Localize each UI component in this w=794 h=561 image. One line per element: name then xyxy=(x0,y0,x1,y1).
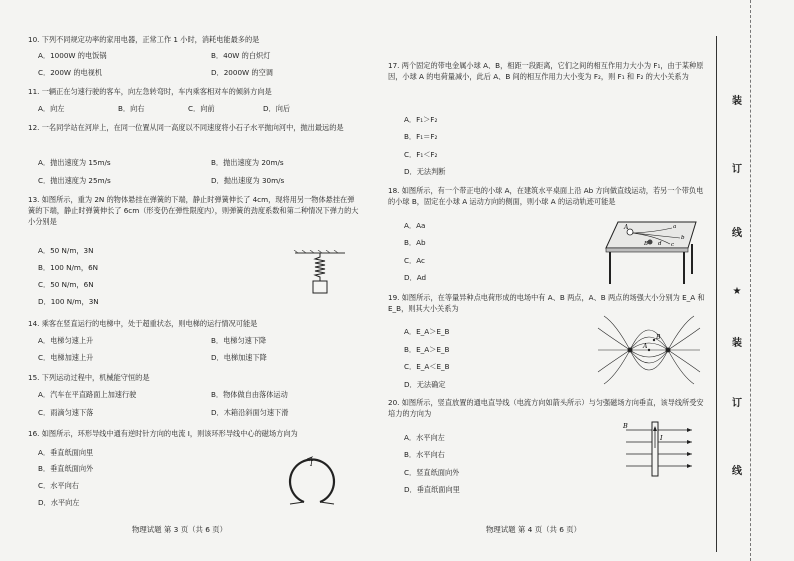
question-12 xyxy=(28,122,348,133)
option-c[interactable]: C．竖直纸面向外 xyxy=(404,468,460,477)
question-stem: 下列运动过程中，机械能守恒的是 xyxy=(41,373,150,382)
option-b[interactable]: B．F₁＝F₂ xyxy=(404,132,438,141)
option-c[interactable]: C．Ac xyxy=(404,256,425,265)
option-d[interactable]: D．100 N/m，3N xyxy=(38,297,99,306)
question-number: 19. xyxy=(388,293,400,302)
option-b[interactable]: B．电梯匀速下降 xyxy=(211,336,267,345)
option-b[interactable]: B．垂直纸面向外 xyxy=(38,464,94,473)
point-b-label: B xyxy=(644,241,649,247)
question-number: 18. xyxy=(388,186,400,195)
question-number: 12. xyxy=(28,123,40,132)
option-d[interactable]: D．向后 xyxy=(263,104,291,113)
question-stem: 如图所示，环形导线中通有逆时针方向的电流 I，则该环形导线中心的磁场方向为 xyxy=(41,429,298,438)
question-number: 20. xyxy=(388,398,400,407)
option-b[interactable]: B．物体做自由落体运动 xyxy=(211,390,288,399)
option-c[interactable]: C．50 N/m，6N xyxy=(38,280,94,289)
question-stem: 如图所示，竖直放置的通电直导线（电流方向如箭头所示）与匀强磁场方向垂直，该导线所受安培力的方向为 xyxy=(388,398,704,418)
option-c[interactable]: C．F₁＜F₂ xyxy=(404,150,438,159)
question-number: 15. xyxy=(28,373,40,382)
option-d[interactable]: D．木箱沿斜面匀速下滑 xyxy=(211,408,289,417)
question-11 xyxy=(28,86,368,97)
question-stem: 乘客在竖直运行的电梯中，处于超重状态，则电梯的运行情况可能是 xyxy=(41,319,258,328)
option-c[interactable]: C．200W 的电视机 xyxy=(38,68,103,77)
cut-line xyxy=(750,0,751,561)
option-b[interactable]: B．水平向右 xyxy=(404,450,445,459)
option-a[interactable]: A．E_A＞E_B xyxy=(404,327,450,336)
option-c[interactable]: C．水平向右 xyxy=(38,481,79,490)
page-footer-3: 物理试题 第 3 页（共 6 页） xyxy=(132,525,228,534)
question-number: 17. xyxy=(388,61,400,70)
question-stem: 如图所示，有一个带正电的小球 A，在建筑水平桌面上沿 Ab 方向做直线运动，若另一个带负电的小球 B，固定在小球 A 运动方向的侧面，则小球 A 的运动轨迹可能是 xyxy=(388,186,704,206)
option-a[interactable]: A．垂直纸面向里 xyxy=(38,448,94,457)
field-b-label: B xyxy=(623,422,628,430)
question-16 xyxy=(28,428,368,439)
option-c[interactable]: C．雨滴匀速下落 xyxy=(38,408,94,417)
spring-figure xyxy=(290,250,350,300)
option-d[interactable]: D．垂直纸面向里 xyxy=(404,485,460,494)
option-b[interactable]: B．抛出速度为 20m/s xyxy=(211,158,284,167)
option-c[interactable]: C．抛出速度为 25m/s xyxy=(38,176,111,185)
wire-field-figure xyxy=(620,418,696,480)
option-d[interactable]: D．水平向左 xyxy=(38,498,80,507)
question-13 xyxy=(28,194,360,227)
question-number: 16. xyxy=(28,429,40,438)
option-b[interactable]: B．向右 xyxy=(118,104,145,113)
option-b[interactable]: B．100 N/m，6N xyxy=(38,263,99,272)
option-d[interactable]: D．抛出速度为 30m/s xyxy=(211,176,285,185)
question-number: 11. xyxy=(28,87,40,96)
option-d[interactable]: D．无法判断 xyxy=(404,167,446,176)
option-d[interactable]: D．电梯加速下降 xyxy=(211,353,267,362)
question-stem: 如图所示，在等量异种点电荷形成的电场中有 A、B 两点，A、B 两点的场强大小分别为 E_A 和 E_B，则其大小关系为 xyxy=(388,293,705,313)
option-a[interactable]: A．电梯匀速上升 xyxy=(38,336,94,345)
current-loop-figure xyxy=(274,452,354,512)
binding-char: 装 xyxy=(732,338,742,349)
option-a[interactable]: A．F₁＞F₂ xyxy=(404,115,438,124)
binding-char: 装 xyxy=(732,96,742,107)
binding-char: 线 xyxy=(732,466,742,477)
option-b[interactable]: B．40W 的白炽灯 xyxy=(211,51,271,60)
table-figure xyxy=(600,214,700,286)
option-a[interactable]: A．1000W 的电饭锅 xyxy=(38,51,107,60)
star-icon: ★ xyxy=(732,286,742,297)
question-stem: 一名同学站在河岸上，在同一位置从同一高度以不同速度将小石子水平抛向河中，抛出最远的是 xyxy=(41,123,344,132)
option-d[interactable]: D．2000W 的空调 xyxy=(211,68,273,77)
option-b[interactable]: B．Ab xyxy=(404,238,426,247)
question-14 xyxy=(28,318,368,329)
current-label: I xyxy=(310,460,313,468)
question-stem: 两个固定的带电金属小球 A、B，相距一段距离，它们之间的相互作用力大小为 F₁，由于某种原因，小球 A 的电荷量减小，此后 A、B 间的相互作用力大小变为 F₂，则 F₁ 和 F₂ 的大小关系为 xyxy=(388,61,704,81)
dipole-field-figure xyxy=(596,314,702,386)
path-d-label: d xyxy=(658,241,662,247)
page-footer-4: 物理试题 第 4 页（共 6 页） xyxy=(486,525,582,534)
current-label: I xyxy=(660,434,663,442)
option-c[interactable]: C．向前 xyxy=(188,104,215,113)
binding-char: 订 xyxy=(732,164,742,175)
question-number: 10. xyxy=(28,35,40,44)
option-c[interactable]: C．电梯加速上升 xyxy=(38,353,94,362)
binding-char: 线 xyxy=(732,228,742,239)
option-d[interactable]: D．Ad xyxy=(404,273,427,282)
option-a[interactable]: A．汽车在平直路面上加速行驶 xyxy=(38,390,137,399)
option-b[interactable]: B．E_A＞E_B xyxy=(404,345,450,354)
question-19 xyxy=(388,292,706,314)
question-stem: 下列不同规定功率的家用电器，正常工作 1 小时，消耗电能最多的是 xyxy=(41,35,260,44)
path-a-label: a xyxy=(673,224,677,230)
question-20 xyxy=(388,397,706,419)
question-number: 14. xyxy=(28,319,40,328)
option-d[interactable]: D．无法确定 xyxy=(404,380,446,389)
option-c[interactable]: C．E_A＜E_B xyxy=(404,362,450,371)
question-number: 13. xyxy=(28,195,40,204)
option-a[interactable]: A．水平向左 xyxy=(404,433,445,442)
option-a[interactable]: A．50 N/m，3N xyxy=(38,246,94,255)
option-a[interactable]: A．抛出速度为 15m/s xyxy=(38,158,111,167)
question-15 xyxy=(28,372,368,383)
option-a[interactable]: A．向左 xyxy=(38,104,65,113)
point-b-label: B xyxy=(656,334,661,341)
option-a[interactable]: A．Aa xyxy=(404,221,426,230)
point-a-label: A xyxy=(643,343,648,350)
question-stem: 如图所示，重为 2N 的物体悬挂在弹簧的下端，静止时弹簧伸长了 4cm，现将用另一物体悬挂在弹簧的下端，静止时弹簧伸长了 6cm（形变仍在弹性限度内），则弹簧的劲度系数和第二种情况下弹力的大小分别是 xyxy=(28,195,359,226)
path-b-label: b xyxy=(681,235,685,241)
binding-char: 订 xyxy=(732,398,742,409)
question-stem: 一辆正在匀速行驶的客车，向左急转弯时，车内乘客相对车的倾斜方向是 xyxy=(41,87,272,96)
question-18 xyxy=(388,185,706,207)
question-10 xyxy=(28,34,368,45)
path-c-label: c xyxy=(671,242,675,248)
question-17 xyxy=(388,60,706,82)
point-a-label: A xyxy=(624,224,629,231)
